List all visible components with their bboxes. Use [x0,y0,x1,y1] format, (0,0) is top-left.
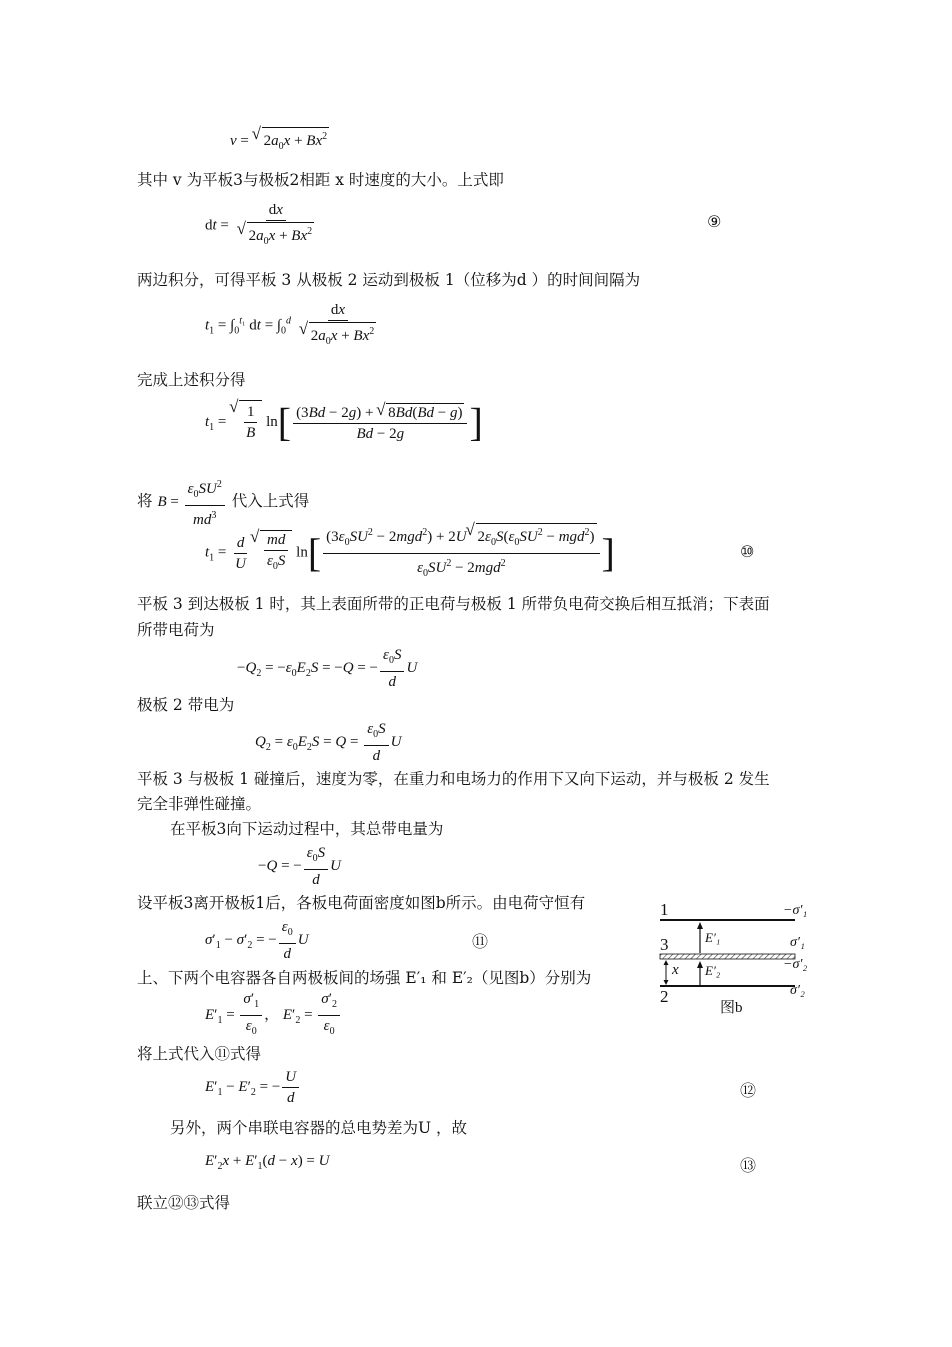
sigma-label: −σ′₁ [783,903,808,918]
paragraph: 设平板3离开极板1后，各板电荷面密度如图b所示。由电荷守恒有 [137,894,586,912]
field-label: E′₂ [705,963,721,978]
equation-fields: $E'_1$ = $\frac{\sigma'_1}{\varepsilon_0}$ ， $E'_2$ = $\frac{\sigma'_2}{\varepsilon_0}$ [205,990,342,1041]
paragraph: 在平板3向下运动过程中，其总带电量为 [170,820,444,838]
equation-t1-full: $t_1$ = $\frac{d}{U}$ √ $\frac{md}{\varepsilon_0S}$ ln[ $\frac{(3\varepsilon_0SU^2 - 2mgd^2) + 2U√ 2\varepsilon_0S(\varepsilon_0SU^2 - mgd^2)}{\varepsilon_0SU^2 - 2mgd^2}$ ] [205,523,615,583]
plate-3 [660,954,795,959]
paragraph-substitution: 将 B = $\frac{\varepsilon_0SU^2}{md^3}$ 代入上式得 [137,476,309,529]
sigma-label: −σ′₂ [783,957,808,972]
text: 将 [137,491,153,510]
paragraph: 极板 2 带电为 [137,696,235,714]
paragraph: 其中 v 为平板3与极板2相距 x 时速度的大小。上式即 [137,171,504,189]
equation-number: ⑪ [472,932,489,951]
equation-number: ⑫ [740,1081,757,1100]
plate-label: 1 [660,900,669,919]
text: 代入上式得 [231,491,310,510]
equation-potential: $E'_2x + E'_1(d - x) = U$ [205,1153,330,1172]
equation-number: ⑬ [740,1156,757,1175]
paragraph: 上、下两个电容器各自两极板间的场强 E′₁ 和 E′₂（见图b）分别为 [137,969,592,987]
equation-charge-conservation: $\sigma'_1 - \sigma'_2$ = − $\frac{\varepsilon_0}{d}$ U [205,919,309,962]
equation-total-charge: −Q = − $\frac{\varepsilon_0S}{d}$ U [258,845,341,888]
paragraph: 两边积分，可得平板 3 从极板 2 运动到极板 1（位移为d ）的时间间隔为 [137,271,641,289]
sigma-label: σ′₁ [790,935,805,950]
equation-dt: dt = dx √ $2a_0x + Bx^2$ [205,201,319,251]
equation-integral: $t_1 = \int_0^{t_1}$ dt = $\int_0^d$ dx √ $2a_0x + Bx^2$ [205,301,381,351]
x-label: x [672,962,679,978]
equation-number: ⑩ [740,542,755,561]
equation-number: ⑨ [707,212,722,231]
arrow-head [697,961,703,968]
figure-b [655,898,820,1018]
paragraph: 联立⑫⑬式得 [137,1194,231,1212]
plate-label: 2 [660,987,669,1006]
paragraph: 完全非弹性碰撞。 [137,795,262,813]
arrow-head [697,922,703,929]
sigma-label: σ′₂ [790,983,805,998]
equation-minus-q2: $-Q_2 = -\varepsilon_0E_2S = -Q$ = − $\frac{\varepsilon_0S}{d}$ U [237,647,418,690]
paragraph: 将上式代入⑪式得 [137,1045,262,1063]
equation-velocity: v = √ $2a_0x + Bx^2$ [230,127,329,156]
equation-t1-result: $t_1$ = √ $\frac{1}{B}$ ln[ $\frac{(3Bd - 2g) + √ 8Bd(Bd - g)}{Bd - 2g}$ ] [205,400,483,443]
paragraph: 所带电荷为 [137,621,215,639]
plate-label: 3 [660,935,669,954]
paragraph: 平板 3 到达极板 1 时，其上表面所带的正电荷与极板 1 所带负电荷交换后相互抵消；下表面 [137,595,770,613]
equation-q2: $Q_2 = \varepsilon_0E_2S = Q$ = $\frac{\varepsilon_0S}{d}$ U [255,721,402,764]
paragraph: 另外，两个串联电容器的总电势差为U ，故 [170,1119,467,1137]
figure-caption: 图b [720,1000,743,1016]
field-label: E′₁ [705,930,721,945]
paragraph: 完成上述积分得 [137,371,246,389]
paragraph: 平板 3 与极板 1 碰撞后，速度为零，在重力和电场力的作用下又向下运动，并与极板 2 发生 [137,770,770,788]
equation-field-difference: $E'_1 - E'_2$ = − $\frac{U}{d}$ [205,1068,301,1107]
